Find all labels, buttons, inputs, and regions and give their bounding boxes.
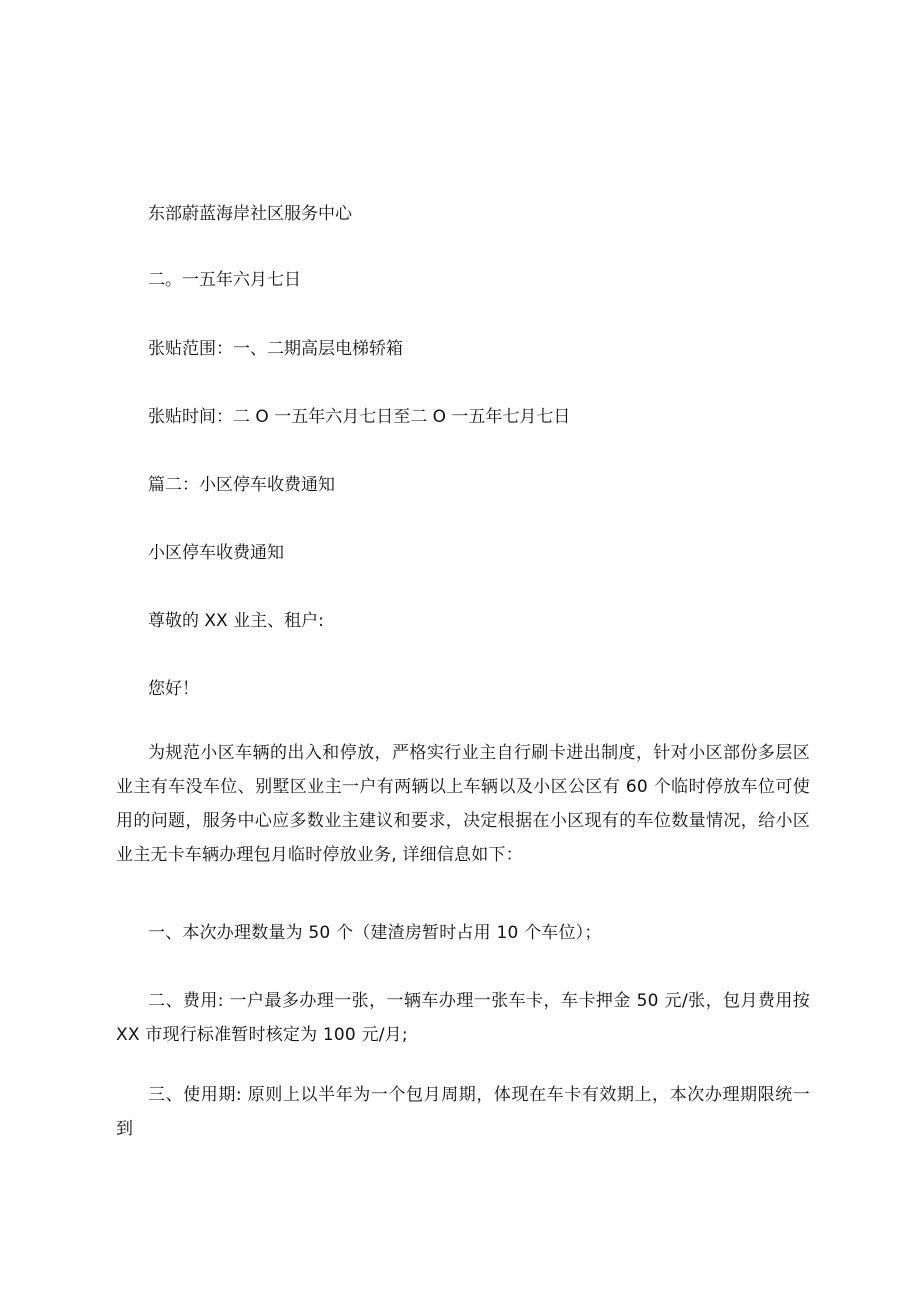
organization-name: 东部蔚蓝海岸社区服务中心 [148, 204, 352, 224]
intro-paragraph: 为规范小区车辆的出入和停放，严格实行业主自行刷卡进出制度，针对小区部份多层区业主有车没车位、别墅区业主一户有两辆以上车辆以及小区公区有 60 个临时停放车位可使用的问题，服务中心应多数业主建议和要求，决定根据在小区现有的车位数量情况，给小区业主无卡车辆办理包月临时停放业务, 详细信息如下： [116, 743, 810, 865]
greeting: 您好！ [148, 679, 199, 699]
section-title: 篇二：小区停车收费通知 [148, 475, 335, 495]
salutation: 尊敬的 XX 业主、租户: [148, 611, 324, 631]
item-2-paragraph: 二、费用: 一户最多办理一张，一辆车办理一张车卡，车卡押金 50 元/张，包月费用按 XX 市现行标准暂时核定为 100 元/月; [116, 991, 810, 1045]
posting-scope: 张贴范围：一、二期高层电梯轿箱 [148, 339, 403, 359]
notice-title: 小区停车收费通知 [148, 543, 284, 563]
item-3-paragraph: 三、使用期: 原则上以半年为一个包月周期，体现在车卡有效期上，本次办理期限统一到 [116, 1085, 810, 1139]
posting-time: 张贴时间：二 O 一五年六月七日至二 O 一五年七月七日 [148, 407, 571, 427]
item-1-paragraph: 一、本次办理数量为 50 个（建渣房暂时占用 10 个车位）； [148, 923, 602, 943]
document-date: 二。一五年六月七日 [148, 270, 301, 290]
